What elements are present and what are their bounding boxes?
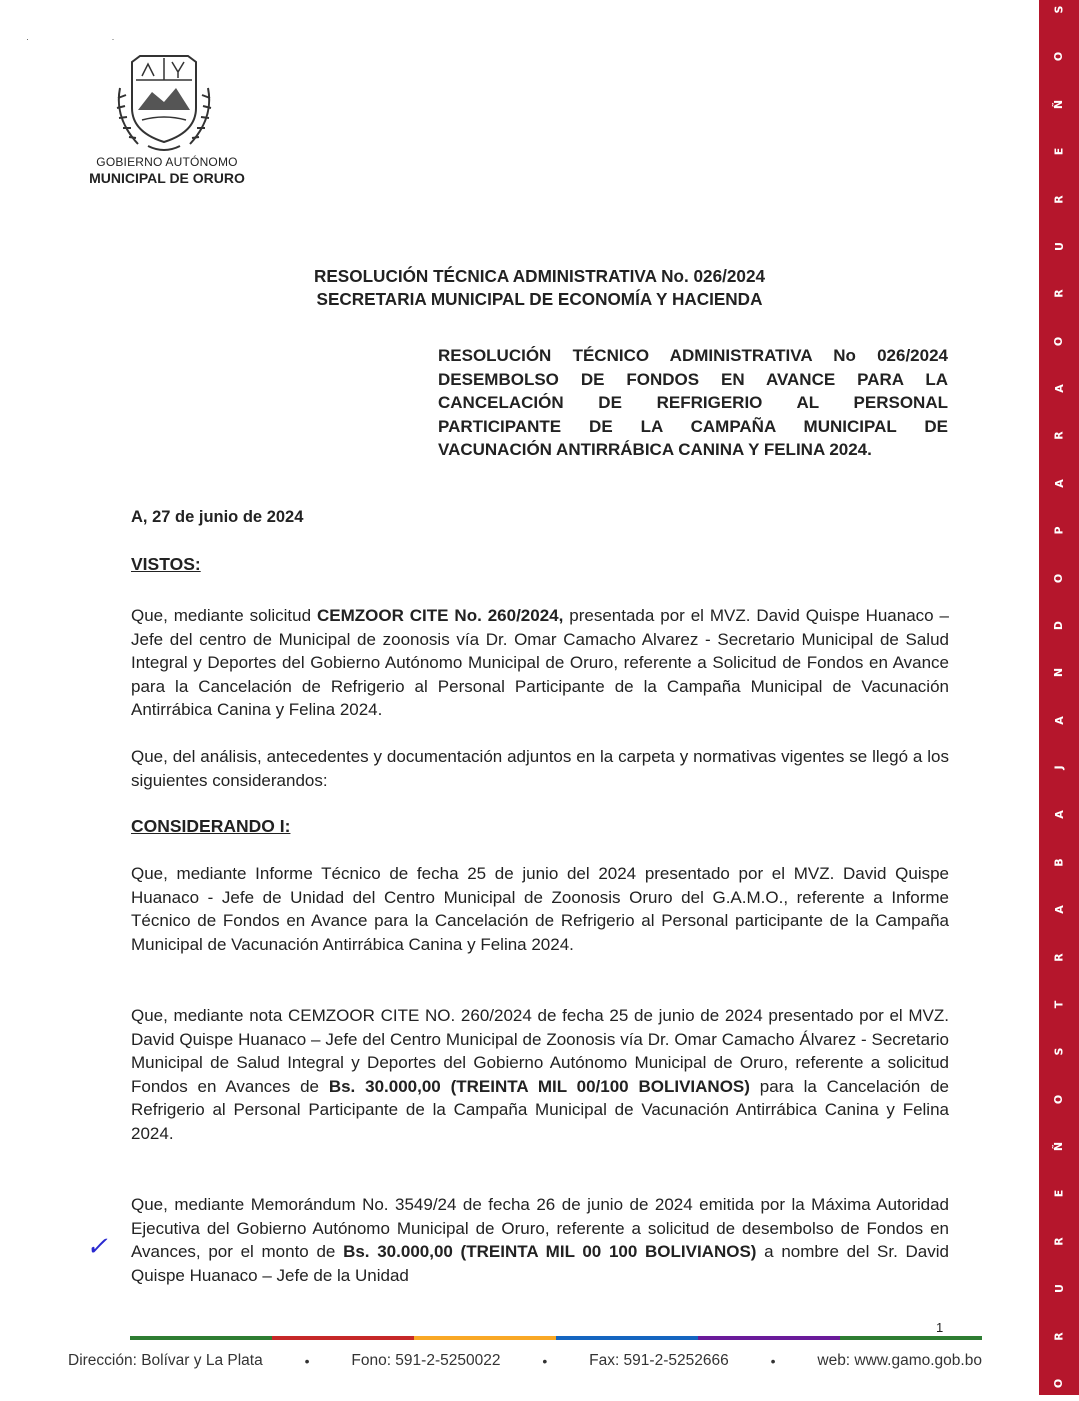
slogan-letter: R: [1052, 194, 1066, 204]
resolution-subject: RESOLUCIÓN TÉCNICO ADMINISTRATIVA No 026/2024 DESEMBOLSO DE FONDOS EN AVANCE PARA LA CANCELACIÓN DE REFRIGERIO AL PERSONAL PARTICIPANTE DE LA CAMPAÑA MUNICIPAL DE VACUNACIÓN ANTIRRÁBICA CANINA Y FELINA 2024.: [438, 346, 948, 459]
slogan-letter: R: [1052, 431, 1066, 441]
footer-separator: •: [304, 1353, 310, 1369]
document-date: A, 27 de junio de 2024: [131, 508, 304, 526]
page-number: 1: [936, 1320, 944, 1335]
footer-web-link[interactable]: web: www.gamo.gob.bo: [817, 1352, 982, 1369]
text-run: Que, mediante nota CEMZOOR CITE NO. 260/2024 de fecha 25 de junio de 2024 presentado por el MVZ. David Quispe Huanaco – Jefe del Centro Municipal de Zoonosis vía Dr. Omar Camacho Álvarez - Secretario Municipal de Salud Integral y Deportes del Gobierno Autónomo Municipal de Oruro, referente a solicitud Fondos en Avances de: [131, 1006, 949, 1096]
slogan-letter: U: [1052, 241, 1066, 251]
rule-segment: [414, 1336, 556, 1340]
text-run: presentada por el MVZ. David Quispe Huanaco – Jefe del centro de Municipal de zoonosis vía Dr. Omar Camacho Alvarez - Secretario Municipal de Salud Integral y Deportes del Gobierno Autónomo Municipal de Oruro, referente a Solicitud de Fondos en Avance para la Cancelación de Refrigerio al Personal Participante de la Campaña Municipal de Vacunación Antirrábica Canina y Felina 2024.: [131, 606, 949, 719]
slogan-letter: A: [1052, 810, 1066, 820]
slogan-letter: O: [1052, 1094, 1066, 1104]
footer-separator: •: [542, 1353, 548, 1369]
text-run: Que, mediante solicitud: [131, 606, 317, 625]
slogan-letter: A: [1052, 715, 1066, 725]
slogan-letter: S: [1052, 5, 1066, 14]
slogan-letter: B: [1052, 858, 1066, 867]
handwritten-check-mark: ✓: [86, 1232, 108, 1262]
rule-segment: [840, 1336, 982, 1340]
title-line2: SECRETARIA MUNICIPAL DE ECONOMÍA Y HACIENDA: [316, 289, 763, 309]
footer-contact: [68, 1352, 982, 1370]
coat-of-arms-logo: [112, 48, 216, 158]
footer-fax: Fax: 591-2-5252666: [589, 1352, 729, 1369]
text-run: Que, mediante Memorándum No. 3549/24 de fecha 26 de junio de 2024 emitida por la Máxima Autoridad Ejecutiva del Gobierno Autónomo Municipal de Oruro, referente a solicitud de desembolso de Fondos en Avances, por el monto de: [131, 1195, 949, 1261]
slogan-letter: Ñ: [1052, 1141, 1066, 1152]
slogan-letter: R: [1052, 1237, 1066, 1246]
rule-segment: [556, 1336, 698, 1340]
slogan-letter: O: [1052, 573, 1066, 583]
amount-text: Bs. 30.000,00 (TREINTA MIL 00 100 BOLIVIANOS): [343, 1242, 757, 1261]
slogan-letter: R: [1052, 1331, 1066, 1341]
title-line1: RESOLUCIÓN TÉCNICA ADMINISTRATIVA No. 026/2024: [313, 266, 766, 286]
slogan-letter: J: [1052, 765, 1066, 770]
slogan-letter: E: [1052, 1190, 1066, 1198]
organization-name-line1: GOBIERNO AUTÓNOMO: [96, 155, 238, 169]
scan-marks: · ·: [26, 34, 155, 44]
considerando-paragraph-2: [131, 1004, 949, 1145]
slogan-letter: U: [1052, 1284, 1066, 1294]
vistos-paragraph-2: Que, del análisis, antecedentes y documentación adjuntos en la carpeta y normativas vigentes se llegó a los siguientes considerandos:: [131, 747, 949, 790]
slogan-letter: A: [1052, 384, 1066, 393]
considerando-paragraph-1: Que, mediante Informe Técnico de fecha 25 de junio del 2024 presentado por el MVZ. David Quispe Huanaco - Jefe de Unidad del Centro Municipal de Zoonosis Oruro del G.A.M.O., referente a Informe Técnico de Fondos en Avance para la Cancelación de Refrigerio al Personal participante de la Campaña Municipal de Vacunación Antirrábica Canina y Felina 2024.: [131, 864, 949, 954]
text-run: para la Cancelación de Refrigerio al Personal Participante de la Campaña Municipal de Vacunación Antirrábica Canina y Felina 2024.: [131, 1076, 949, 1143]
footer-separator: •: [770, 1353, 776, 1369]
slogan-letter: A: [1052, 905, 1066, 914]
considerando-paragraph-3: [131, 1193, 949, 1287]
slogan-letter: A: [1052, 478, 1066, 488]
rule-segment: [698, 1336, 840, 1340]
footer-color-rule: [130, 1336, 982, 1340]
slogan-letter: O: [1052, 52, 1066, 62]
footer-phone: Fono: 591-2-5250022: [351, 1352, 501, 1369]
slogan-letter: D: [1052, 620, 1066, 630]
slogan-letter: O: [1052, 336, 1066, 346]
rule-segment: [272, 1336, 414, 1340]
document-title: [0, 265, 1079, 311]
slogan-letter: E: [1052, 147, 1066, 156]
slogan-side-band: [1039, 0, 1079, 1395]
slogan-letter: T: [1052, 1000, 1066, 1009]
text-run: a nombre del Sr. David Quispe Huanaco – Jefe de la Unidad: [131, 1242, 949, 1285]
organization-name-line2: MUNICIPAL DE ORURO: [89, 170, 245, 186]
slogan-letter: R: [1052, 952, 1066, 962]
slogan-letter: N: [1052, 668, 1066, 678]
considerando-heading: CONSIDERANDO I:: [131, 816, 291, 836]
vistos-paragraph-1: [131, 604, 949, 722]
slogan-letter: S: [1052, 1047, 1066, 1056]
slogan-letter: Ñ: [1052, 99, 1066, 109]
amount-text: Bs. 30.000,00 (TREINTA MIL 00/100 BOLIVIANOS): [328, 1076, 750, 1096]
cite-reference: CEMZOOR CITE No. 260/2024,: [316, 606, 564, 625]
vistos-heading: VISTOS:: [131, 554, 201, 574]
rule-segment: [130, 1336, 272, 1340]
slogan-letter: R: [1052, 289, 1066, 298]
slogan-letter: P: [1052, 526, 1066, 535]
footer-address: Dirección: Bolívar y La Plata: [68, 1352, 263, 1369]
slogan-letter: O: [1052, 1378, 1066, 1389]
